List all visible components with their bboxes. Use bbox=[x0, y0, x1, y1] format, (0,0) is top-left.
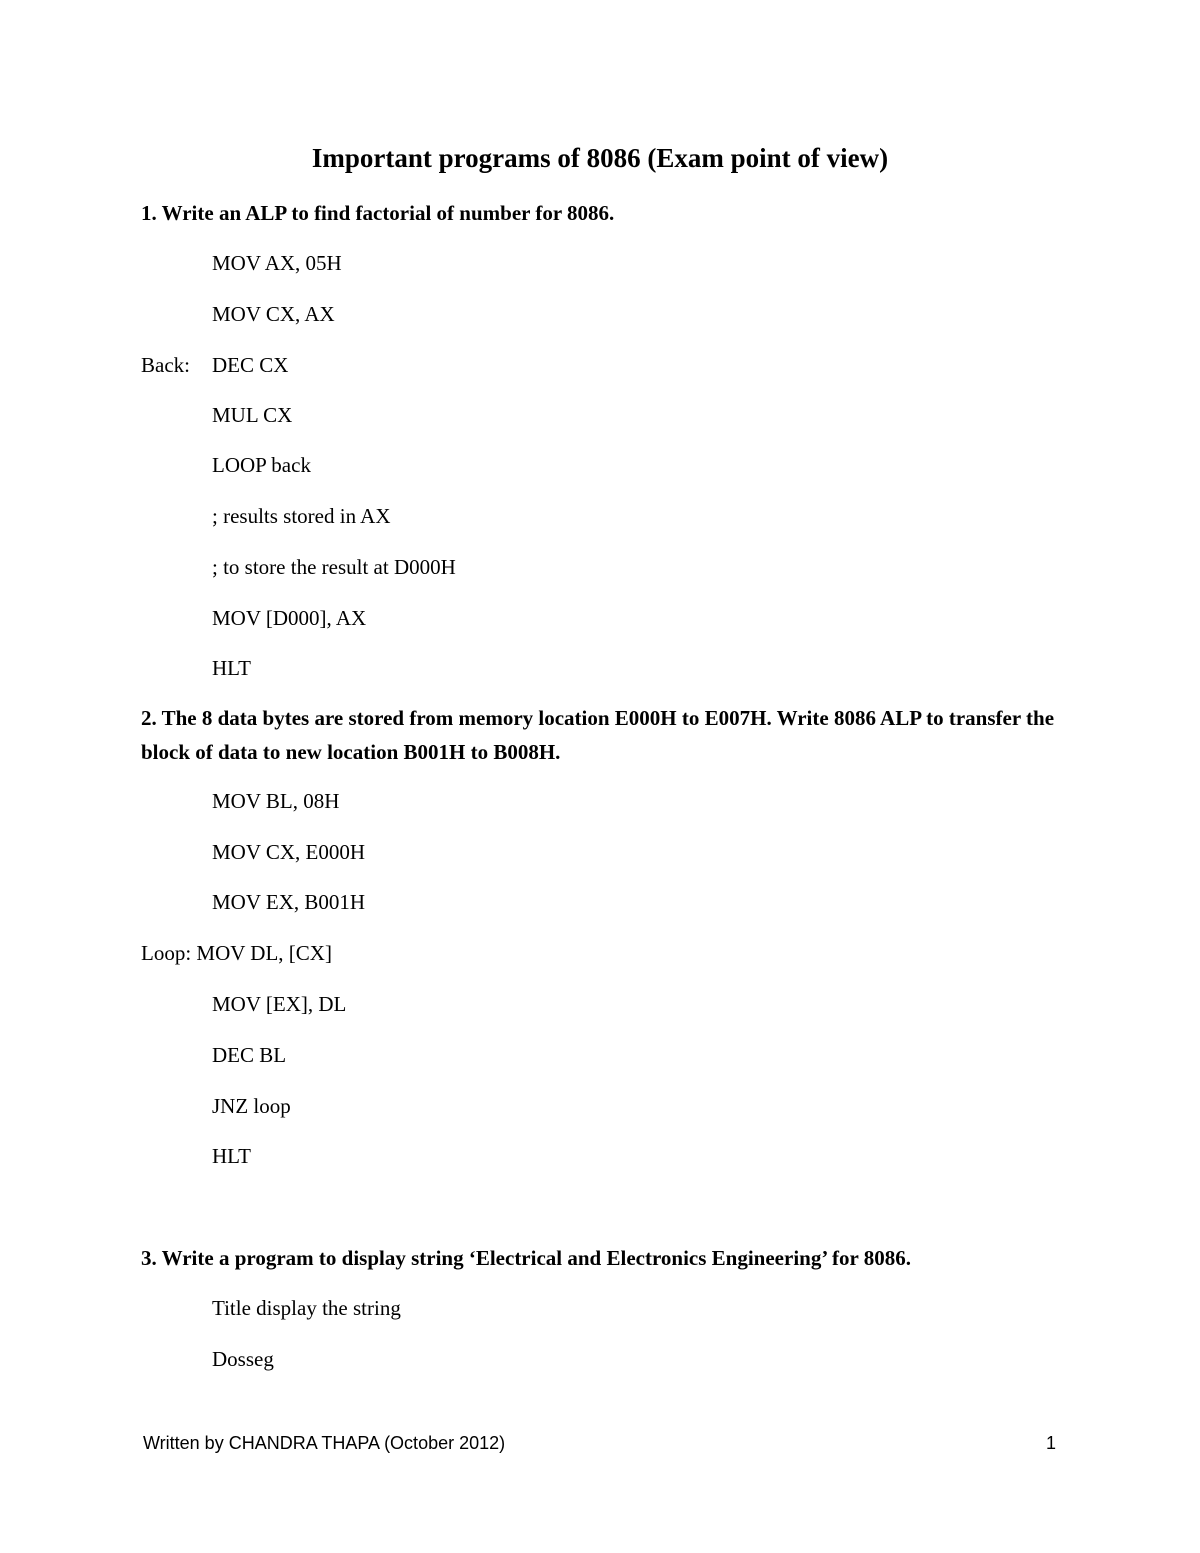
code-line: Title display the string bbox=[212, 1296, 401, 1320]
code-comment: ; to store the result at D000H bbox=[212, 555, 456, 579]
code-line: HLT bbox=[212, 1144, 251, 1168]
code-line: MUL CX bbox=[212, 403, 293, 427]
code-line: MOV AX, 05H bbox=[212, 251, 342, 275]
code-instruction: DEC CX bbox=[212, 353, 289, 377]
code-line-labeled bbox=[141, 350, 288, 380]
code-line: MOV [D000], AX bbox=[212, 606, 367, 630]
code-line-labeled: Loop: MOV DL, [CX] bbox=[141, 941, 332, 965]
code-label: Back: bbox=[141, 353, 190, 377]
code-line: Dosseg bbox=[212, 1347, 274, 1371]
footer-author: Written by CHANDRA THAPA (October 2012) bbox=[143, 1433, 506, 1453]
question-2: 2. The 8 data bytes are stored from memory location E000H to E007H. Write 8086 ALP to transfer the block of data to new location B001H to B008H. bbox=[141, 706, 1055, 764]
code-line: MOV EX, B001H bbox=[212, 890, 366, 914]
code-line: JNZ loop bbox=[212, 1094, 291, 1118]
question-3: 3. Write a program to display string ‘Electrical and Electronics Engineering’ for 8086. bbox=[141, 1246, 911, 1270]
question-1: 1. Write an ALP to find factorial of number for 8086. bbox=[141, 201, 615, 225]
code-line: MOV CX, AX bbox=[212, 302, 335, 326]
code-line: MOV BL, 08H bbox=[212, 789, 340, 813]
code-line: LOOP back bbox=[212, 453, 311, 477]
code-line: DEC BL bbox=[212, 1043, 287, 1067]
page-number: 1 bbox=[1046, 1433, 1057, 1453]
code-line: MOV CX, E000H bbox=[212, 840, 366, 864]
code-line: MOV [EX], DL bbox=[212, 992, 347, 1016]
code-line: HLT bbox=[212, 656, 251, 680]
code-comment: ; results stored in AX bbox=[212, 504, 391, 528]
page-title: Important programs of 8086 (Exam point of view) bbox=[311, 143, 889, 173]
